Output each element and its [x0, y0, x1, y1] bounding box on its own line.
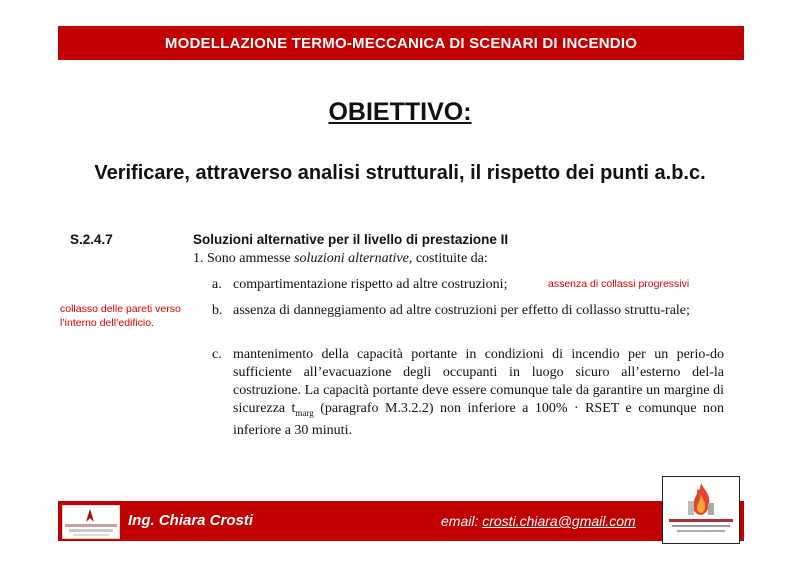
subitem-c-text-after: (paragrafo M.3.2.2) non inferiore a 100% · RSET e comunque non inferiore a 30 minuti. — [233, 401, 724, 438]
item1-suffix: , costituite da: — [408, 251, 488, 266]
annotation-progressive-collapse: assenza di collassi progressivi — [548, 278, 690, 290]
organization-logo-right — [662, 476, 740, 544]
annotation-inward-collapse: collasso delle pareti verso l’interno dell’edificio. — [60, 303, 181, 329]
author-email — [441, 513, 636, 529]
flame-emblem-icon — [685, 481, 717, 517]
subitem-b — [212, 302, 724, 320]
item1-prefix: 1. Sono ammesse — [193, 251, 295, 266]
list-item-1 — [193, 251, 488, 267]
organization-logo-left — [62, 505, 120, 539]
subitem-a-text: compartimentazione rispetto ad altre costruzioni; — [233, 277, 508, 292]
subitem-c — [212, 346, 724, 440]
author-name: Ing. Chiara Crosti — [128, 512, 254, 529]
item1-italic: soluzioni alternative — [294, 251, 409, 266]
objective-statement: Verificare, attraverso analisi strutturali, il rispetto dei punti a.b.c. — [94, 162, 706, 184]
section-code: S.2.4.7 — [70, 232, 113, 247]
section-title: Soluzioni alternative per il livello di prestazione II — [193, 232, 509, 247]
email-link[interactable]: crosti.chiara@gmail.com — [482, 513, 636, 529]
objective-title: OBIETTIVO: — [328, 98, 472, 126]
subitem-a-letter: a. — [212, 277, 222, 292]
subitem-c-text-before: mantenimento della capacità portante in condizioni di incendio per un perio-do sufficiente all’evacuazione degli occupanti in luogo sicuro all’esterno del-la costruzione. La capacità portante deve essere comunque tale da garantire un margine di sicurezza t — [233, 347, 724, 416]
subitem-b-text: assenza di danneggiamento ad altre costruzioni per effetto di collasso struttu-rale; — [233, 303, 690, 318]
logo-mark-icon — [85, 509, 95, 523]
subitem-c-text — [233, 346, 724, 440]
subitem-c-letter: c. — [212, 347, 222, 362]
subitem-c-subscript: marg — [295, 407, 314, 418]
subitem-b-letter: b. — [212, 303, 223, 318]
header-bar — [58, 26, 744, 60]
header-title: MODELLAZIONE TERMO-MECCANICA DI SCENARI DI INCENDIO — [164, 34, 638, 52]
email-label: email: — [441, 513, 483, 529]
